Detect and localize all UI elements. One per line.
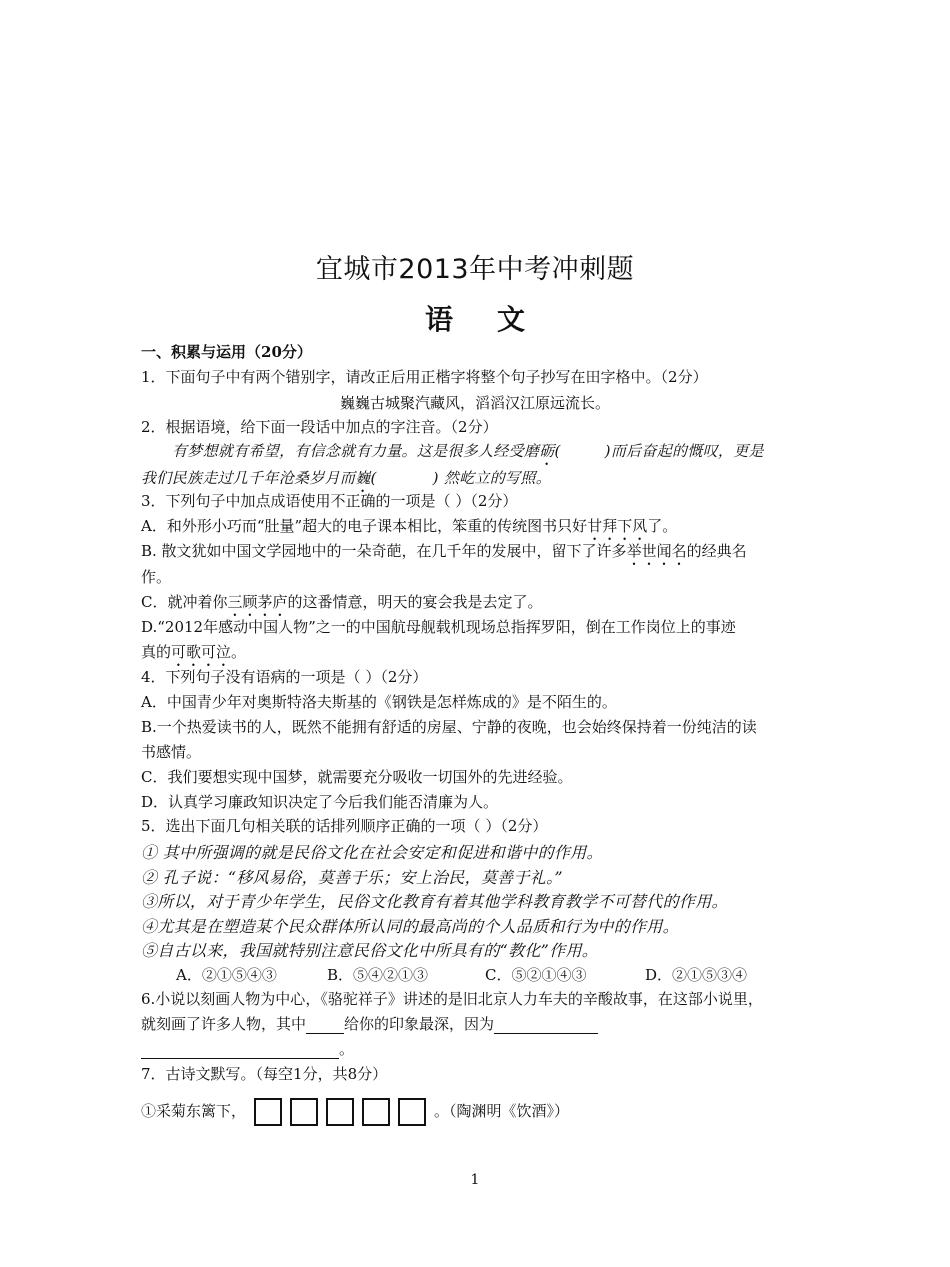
page-number: 1 bbox=[470, 1172, 480, 1188]
reason-blank[interactable] bbox=[494, 1018, 598, 1034]
option-text: A．和外形小巧而“肚量”超大的电子课本相比，笨重的传统图书只好 bbox=[141, 517, 588, 535]
answer-box[interactable] bbox=[290, 1098, 318, 1126]
option-text: 真的 bbox=[141, 643, 172, 661]
dotted-idiom: 举世闻名 bbox=[626, 542, 687, 560]
answer-box[interactable] bbox=[398, 1098, 426, 1126]
option-text: 了。 bbox=[647, 517, 678, 535]
question-6: 6.小说以刻画人物为中心，《骆驼祥子》讲述的是旧北京人力车夫的辛酸故事，在这部小说里， bbox=[141, 990, 763, 1008]
question-5-sentence-3: ③所以，对于青少年学生，民俗文化教育有着其他学科教育教学不可替代的作用。 bbox=[141, 892, 728, 911]
question-4-option-d: D．认真学习廉政知识决定了今后我们能否清廉为人。 bbox=[141, 793, 499, 811]
option-text: 的这番情意，明天的宴会我是去定了。 bbox=[287, 593, 543, 611]
poem-text: ①采菊东篱下， bbox=[141, 1102, 247, 1120]
question-text: 就刻画了许多人物，其中 bbox=[141, 1015, 307, 1033]
question-1: 1．下面句子中有两个错别字，请改正后用正楷字将整个句子抄写在田字格中。（2分） bbox=[141, 368, 708, 386]
poem-source: 。（陶渊明《饮酒》） bbox=[434, 1102, 570, 1120]
option-c: C．⑤②①④③ bbox=[485, 966, 587, 984]
question-3-option-b-cont: 作。 bbox=[141, 568, 172, 586]
passage-text: 有梦想就有希望，有信念就有力量。这是很多人经受磨 bbox=[172, 442, 540, 460]
dotted-idiom: 三顾茅庐 bbox=[227, 593, 288, 611]
reason-blank-continued[interactable] bbox=[141, 1043, 339, 1059]
option-d: D．②①⑤③④ bbox=[645, 966, 748, 984]
question-3: 3．下列句子中加点成语使用不正确的一项是（ ）（2分） bbox=[141, 492, 518, 510]
character-blank[interactable] bbox=[306, 1018, 344, 1034]
option-text: B. 散文犹如中国文学园地中的一朵奇葩，在几千年的发展中，留下了许多 bbox=[141, 542, 627, 560]
question-3-option-b bbox=[141, 540, 747, 569]
question-5-sentence-4: ④尤其是在塑造某个民众群体所认同的最高尚的个人品质和行为中的作用。 bbox=[141, 917, 679, 936]
paren-open: ( bbox=[554, 442, 561, 460]
option-text: 。 bbox=[231, 643, 247, 661]
paren-open: ( bbox=[370, 469, 377, 487]
question-7: 7．古诗文默写。（每空1分，共8分） bbox=[141, 1065, 388, 1083]
subject-char-2: 文 bbox=[497, 303, 526, 336]
question-7-item-1 bbox=[141, 1096, 569, 1126]
question-4-option-a: A．中国青少年对奥斯特洛夫斯基的《钢铁是怎样炼成的》是不陌生的。 bbox=[141, 693, 617, 711]
answer-box[interactable] bbox=[254, 1098, 282, 1126]
dotted-idiom: 可歌可泣 bbox=[171, 643, 232, 661]
question-5-sentence-1: ① 其中所强调的就是民俗文化在社会安定和促进和谐中的作用。 bbox=[141, 843, 603, 862]
question-5: 5．选出下面几句相关联的话排列顺序正确的一项（ ）（2分） bbox=[141, 817, 548, 835]
passage-text: 我们民族走过几千年沧桑岁月而 bbox=[141, 469, 356, 487]
subject-heading bbox=[0, 298, 950, 338]
option-text: 的经典名 bbox=[686, 542, 747, 560]
question-2-passage-line-1 bbox=[172, 440, 764, 469]
question-6-line-3 bbox=[141, 1038, 354, 1059]
option-text: C．就冲着你 bbox=[141, 593, 228, 611]
option-b: B．⑤④②①③ bbox=[327, 966, 429, 984]
passage-text: ) 然屹立的写照。 bbox=[432, 469, 551, 487]
question-4-option-b-cont: 书感情。 bbox=[141, 743, 202, 761]
page-title: 宜城市2013年中考冲刺题 bbox=[315, 254, 635, 285]
question-1-sentence: 巍巍古城聚汽藏风，滔滔汉江原远流长。 bbox=[339, 394, 610, 412]
dotted-char: 巍 bbox=[355, 469, 371, 487]
period: 。 bbox=[339, 1040, 355, 1058]
question-5-options bbox=[176, 964, 747, 985]
section-heading: 一、积累与运用（20分） bbox=[141, 343, 312, 361]
question-6-line-2 bbox=[141, 1013, 598, 1034]
dotted-char: 砺 bbox=[539, 442, 555, 460]
passage-text: )而后奋起的慨叹，更是 bbox=[604, 442, 764, 460]
option-a: A．②①⑤④③ bbox=[176, 966, 277, 984]
question-4-option-b: B.一个热爱读书的人，既然不能拥有舒适的房屋、宁静的夜晚，也会始终保持着一份纯洁的读 bbox=[141, 718, 757, 736]
question-4: 4．下列句子没有语病的一项是（ ）（2分） bbox=[141, 668, 428, 686]
answer-box[interactable] bbox=[362, 1098, 390, 1126]
subject-char-1: 语 bbox=[424, 303, 453, 336]
question-5-sentence-5: ⑤自古以来，我国就特别注意民俗文化中所具有的“教化”作用。 bbox=[141, 941, 599, 960]
dotted-idiom: 甘拜下风 bbox=[587, 517, 648, 535]
question-5-sentence-2: ② 孔子说：“移风易俗，莫善于乐；安上治民，莫善于礼。” bbox=[141, 868, 563, 887]
question-3-option-d: D.“2012年感动中国人物”之一的中国航母舰载机现场总指挥罗阳，倒在工作岗位上的事迹 bbox=[141, 618, 736, 636]
question-4-option-c: C．我们要想实现中国梦，就需要充分吸收一切国外的先进经验。 bbox=[141, 768, 573, 786]
answer-box[interactable] bbox=[326, 1098, 354, 1126]
question-text: 给你的印象最深，因为 bbox=[344, 1015, 495, 1033]
question-2: 2．根据语境，给下面一段话中加点的字注音。（2分） bbox=[141, 418, 498, 436]
